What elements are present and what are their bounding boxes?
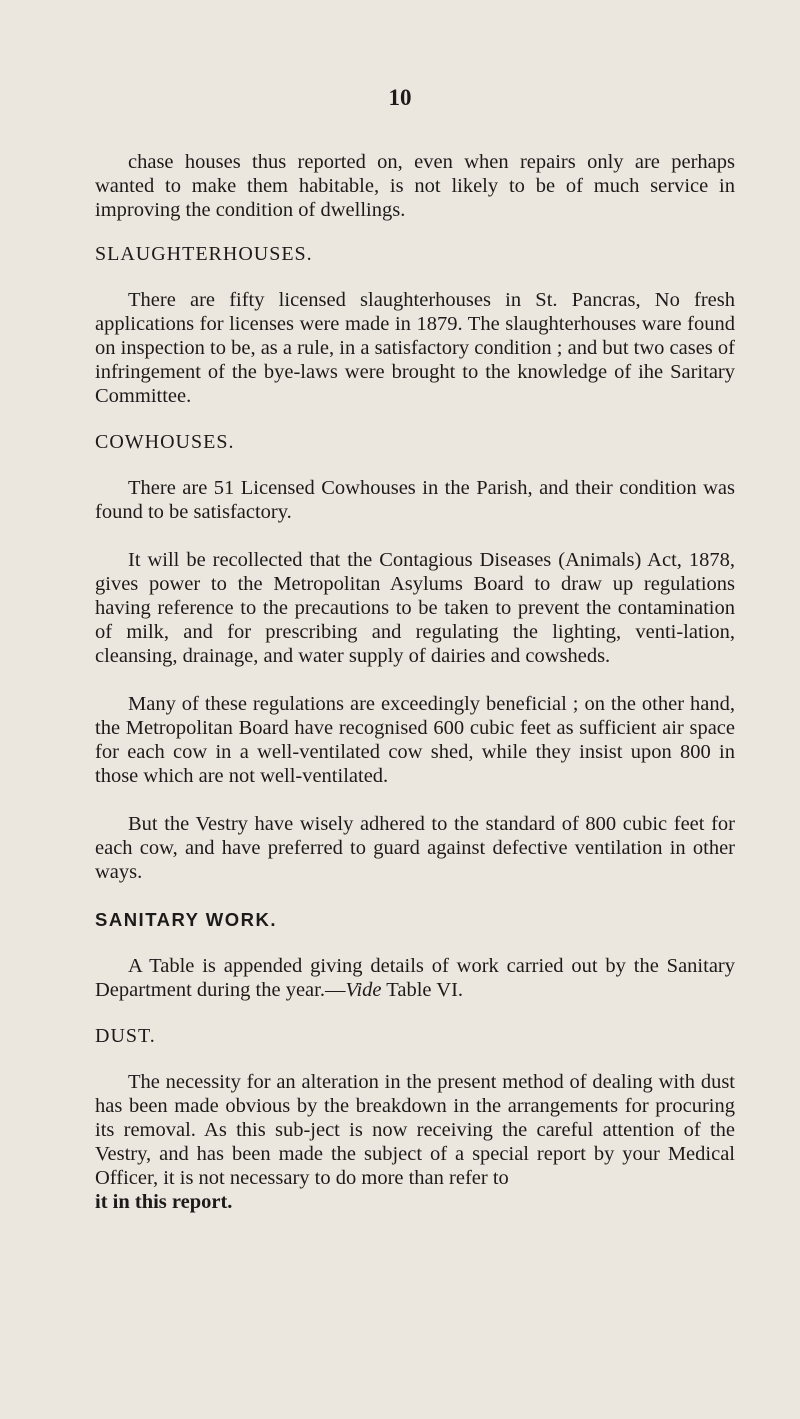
page-number: 10 <box>388 85 412 110</box>
sanitary-work-paragraph <box>95 954 735 1002</box>
heading-dust: DUST. <box>95 1025 156 1047</box>
cowhouses-paragraph-1: There are 51 Licensed Cowhouses in the Parish, and their condition was found to be satisfactory. <box>95 477 735 523</box>
slaughterhouses-paragraph: There are fifty licensed slaughterhouses in St. Pancras, No fresh applications for licenses were made in 1879. The slaughterhouses ware found on inspection to be, as a rule, in a satisfactory condition ; and but two cases of infringement of the bye-laws were brought to the knowledge of ihe Saritary Committee. <box>95 289 735 407</box>
cowhouses-paragraph-2: It will be recollected that the Contagious Diseases (Animals) Act, 1878, gives power to the Metropolitan Asylums Board to draw up regulations having reference to the precautions to be taken to prevent the contamination of milk, and for prescribing and regulating the lighting, venti-lation, cleansing, drainage, and water supply of dairies and cowsheds. <box>95 549 735 667</box>
intro-paragraph: chase houses thus reported on, even when repairs only are perhaps wanted to make them habitable, is not likely to be of much service in improving the condition of dwellings. <box>95 151 735 221</box>
dust-paragraph: The necessity for an alteration in the present method of dealing with dust has been made obvious by the breakdown in the arrangements for procuring its removal. As this sub-ject is now receiving the careful attention of the Vestry, and has been made the subject of a special report by your Medical Officer, it is not necessary to do more than refer to <box>95 1071 735 1189</box>
cowhouses-paragraph-3: Many of these regulations are exceedingly beneficial ; on the other hand, the Metropolitan Board have recognised 600 cubic feet as sufficient air space for each cow in a well-ventilated cow shed, while they insist upon 800 in those which are not well-ventilated. <box>95 693 735 787</box>
cowhouses-paragraph-4: But the Vestry have wisely adhered to the standard of 800 cubic feet for each cow, and have preferred to guard against defective ventilation in other ways. <box>95 813 735 883</box>
page-content <box>95 150 735 1214</box>
table-reference: Table VI. <box>381 979 464 1001</box>
dust-paragraph-end: it in this report. <box>95 1191 233 1213</box>
heading-sanitary-work: SANITARY WORK. <box>95 909 278 930</box>
sanitary-work-text: A Table is appended giving details of work carried out by the Sanitary Department during the year.— <box>95 955 735 1001</box>
vide-reference: Vide <box>345 979 382 1001</box>
heading-slaughterhouses: SLAUGHTERHOUSES. <box>95 243 313 265</box>
heading-cowhouses: COWHOUSES. <box>95 431 235 453</box>
